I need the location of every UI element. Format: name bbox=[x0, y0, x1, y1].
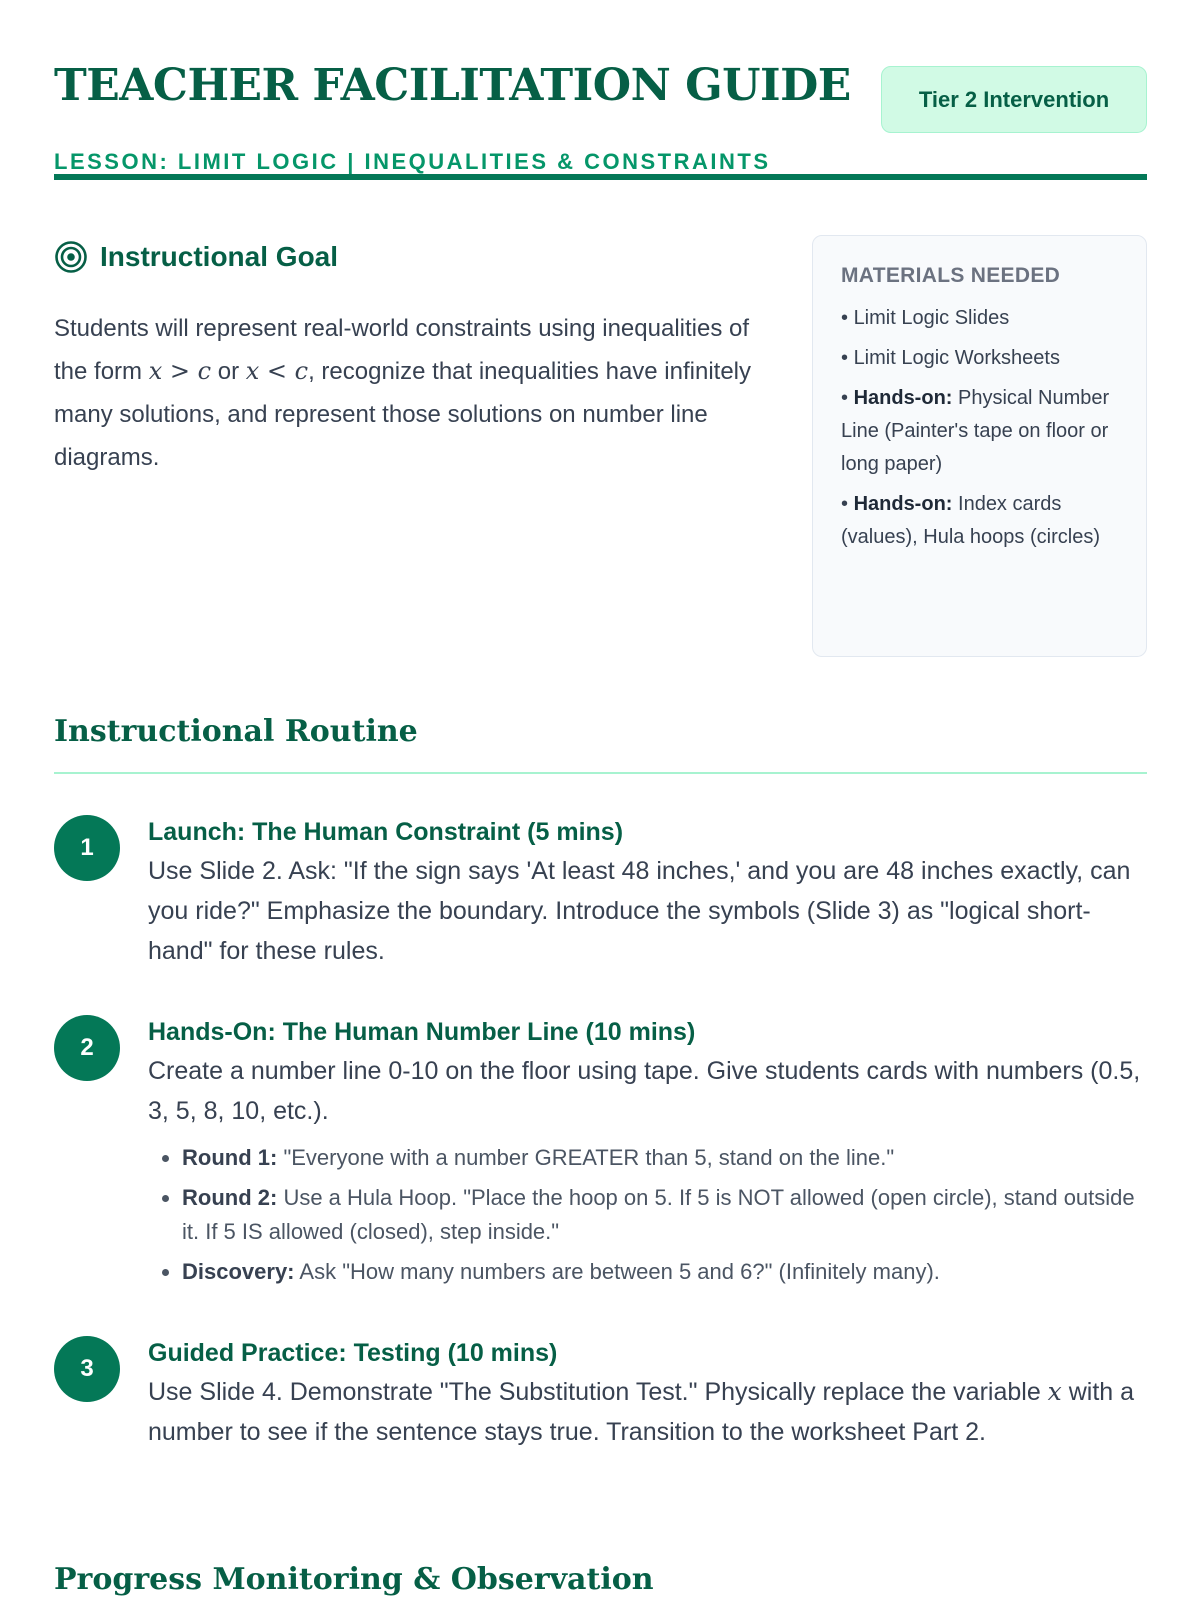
progress-section-title: Progress Monitoring & Observation bbox=[54, 1562, 654, 1597]
step-text: Use Slide 2. Ask: "If the sign says 'At least 48 inches,' and you are 48 inches exactly, can you ride?" Emphasize the boundary. Introduce the symbols (Slide 3) as "logical short-hand" for these rules. bbox=[148, 857, 1131, 965]
step-number-badge: 1 bbox=[54, 815, 120, 881]
step-text-part: Use Slide 4. Demonstrate "The Substitution Test." Physically replace the variable bbox=[148, 1378, 1048, 1406]
step-title: Launch: The Human Constraint (5 mins) bbox=[148, 818, 624, 846]
goal-description bbox=[54, 307, 774, 479]
step-text: Create a number line 0-10 on the floor using tape. Give students cards with numbers (0.5, 3, 5, 8, 10, etc.). bbox=[148, 1057, 1141, 1125]
goal-text-part: or bbox=[211, 358, 246, 385]
materials-item bbox=[841, 488, 1120, 554]
bullet: • bbox=[841, 307, 854, 329]
step-bullet-list bbox=[148, 1141, 1147, 1289]
instructional-goal-section bbox=[54, 235, 774, 479]
step-body bbox=[148, 1336, 1147, 1452]
list-item-label: Round 1: bbox=[182, 1145, 278, 1170]
materials-item bbox=[841, 302, 1120, 335]
goal-text-part: Students will represent real-world constraints using inequalities of the form bbox=[54, 315, 750, 385]
step-number-badge: 3 bbox=[54, 1336, 120, 1402]
bullet: • bbox=[841, 347, 854, 369]
step-math-variable: x bbox=[1047, 1377, 1062, 1406]
materials-item-text: Limit Logic Slides bbox=[853, 307, 1010, 329]
list-item bbox=[182, 1141, 1147, 1175]
materials-item-text: Physical Number Line (Painter's tape on floor or long paper) bbox=[841, 387, 1110, 475]
materials-card bbox=[812, 235, 1147, 657]
goal-math-expression: x > c bbox=[148, 357, 212, 385]
list-item-text: "Everyone with a number GREATER than 5, stand on the line." bbox=[277, 1145, 895, 1170]
step-text-part: with a number to see if the sentence stays true. Transition to the worksheet Part 2. bbox=[148, 1378, 1135, 1446]
target-icon bbox=[54, 240, 88, 274]
bullet: • bbox=[841, 493, 854, 515]
goal-heading bbox=[54, 235, 774, 279]
list-item-text: Ask "How many numbers are between 5 and 6?" (Infinitely many). bbox=[294, 1259, 940, 1284]
bullet: • bbox=[841, 387, 854, 409]
materials-list bbox=[841, 302, 1120, 554]
goal-title: Instructional Goal bbox=[100, 241, 339, 272]
lesson-subtitle: LESSON: LIMIT LOGIC | INEQUALITIES & CONSTRAINTS bbox=[54, 149, 771, 174]
tier-badge: Tier 2 Intervention bbox=[881, 66, 1147, 133]
list-item-label: Round 2: bbox=[182, 1185, 278, 1210]
materials-title: MATERIALS NEEDED bbox=[841, 264, 1061, 287]
routine-section-title: Instructional Routine bbox=[54, 714, 418, 749]
header-divider bbox=[54, 174, 1147, 180]
step-body bbox=[148, 815, 1147, 971]
materials-item bbox=[841, 382, 1120, 481]
goal-text-part: , recognize that inequalities have infinitely many solutions, and represent those solutions on number line diagrams. bbox=[54, 358, 752, 471]
materials-item-text: Index cards (values), Hula hoops (circles) bbox=[841, 493, 1100, 548]
step-number-badge: 2 bbox=[54, 1015, 120, 1081]
goal-math-expression: x < c bbox=[245, 357, 309, 385]
step-title: Hands-On: The Human Number Line (10 mins) bbox=[148, 1018, 696, 1046]
section-divider bbox=[54, 772, 1147, 774]
list-item bbox=[182, 1255, 1147, 1289]
list-item bbox=[182, 1181, 1147, 1249]
step-title: Guided Practice: Testing (10 mins) bbox=[148, 1339, 558, 1367]
materials-item-tag: Hands-on: bbox=[853, 493, 953, 515]
materials-item-text: Limit Logic Worksheets bbox=[853, 347, 1060, 369]
step-text bbox=[148, 1372, 1147, 1452]
materials-item bbox=[841, 342, 1120, 375]
document-title: TEACHER FACILITATION GUIDE bbox=[54, 60, 851, 111]
header bbox=[54, 58, 1147, 180]
materials-item-tag: Hands-on: bbox=[853, 387, 953, 409]
step-body bbox=[148, 1015, 1147, 1295]
list-item-label: Discovery: bbox=[182, 1259, 295, 1284]
list-item-text: Use a Hula Hoop. "Place the hoop on 5. If 5 is NOT allowed (open circle), stand outside it. If 5 IS allowed (closed), step inside." bbox=[182, 1185, 1135, 1244]
